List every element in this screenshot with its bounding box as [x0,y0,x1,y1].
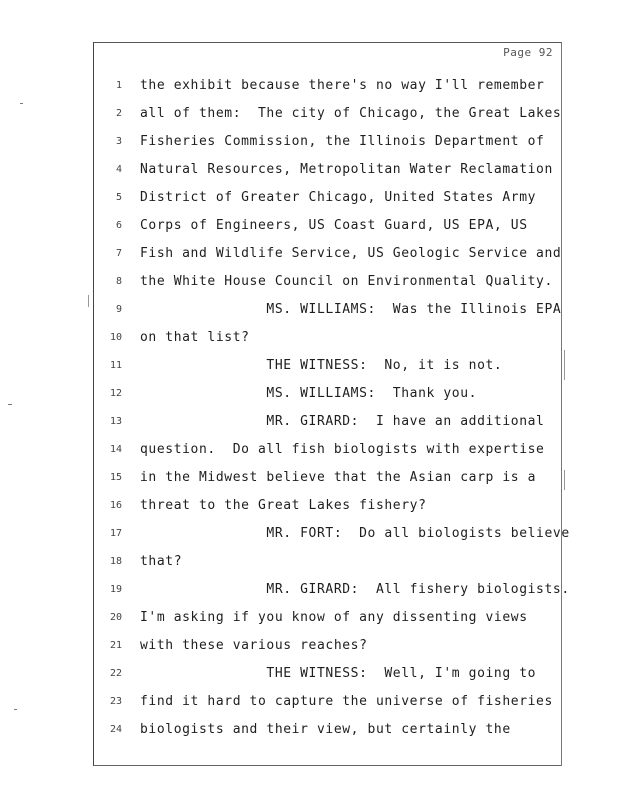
transcript-line: with these various reaches? [140,638,368,653]
transcript-line: in the Midwest believe that the Asian carp is a [140,470,537,485]
line-number: 4 [115,164,122,175]
transcript-line: MR. GIRARD: All fishery biologists. [140,582,570,597]
transcript-line: Corps of Engineers, US Coast Guard, US EPA, US [140,218,528,233]
transcript-line: the exhibit because there's no way I'll remember [140,78,545,93]
line-number: 7 [115,248,122,259]
line-number: 11 [109,360,122,371]
line-number: 21 [109,640,122,651]
scan-edge-mark [88,295,89,307]
transcript-line: MS. WILLIAMS: Was the Illinois EPA [140,302,562,317]
line-number: 6 [115,220,122,231]
line-number: 12 [109,388,122,399]
line-number: 14 [109,444,122,455]
line-number: 5 [115,192,122,203]
transcript-page [93,42,570,766]
transcript-line: THE WITNESS: No, it is not. [140,358,503,373]
transcript-line: Natural Resources, Metropolitan Water Reclamation [140,162,553,177]
scan-edge-mark [564,350,565,380]
transcript-line: MS. WILLIAMS: Thank you. [140,386,478,401]
transcript-line: that? [140,554,183,569]
line-number: 23 [109,696,122,707]
transcript-line: MR. GIRARD: I have an additional [140,414,545,429]
transcript-line: find it hard to capture the universe of fisheries [140,694,553,709]
transcript-line: all of them: The city of Chicago, the Great Lakes [140,106,562,121]
line-number: 18 [109,556,122,567]
line-number: 2 [115,108,122,119]
line-number: 17 [109,528,122,539]
transcript-line: biologists and their view, but certainly the [140,722,511,737]
transcript-line: threat to the Great Lakes fishery? [140,498,427,513]
transcript-line: District of Greater Chicago, United States Army [140,190,537,205]
transcript-line: on that list? [140,330,250,345]
scan-edge-mark [564,470,565,490]
transcript-line: the White House Council on Environmental Quality. [140,274,553,289]
scan-speck [20,103,23,104]
scan-speck [14,709,17,710]
line-number: 22 [109,668,122,679]
transcript-line: THE WITNESS: Well, I'm going to [140,666,537,681]
line-number: 13 [109,416,122,427]
transcript-line: question. Do all fish biologists with expertise [140,442,545,457]
transcript-line: MR. FORT: Do all biologists believe [140,526,570,541]
scan-speck [8,404,12,405]
line-number: 24 [109,724,122,735]
line-number: 9 [115,304,122,315]
transcript-line: Fish and Wildlife Service, US Geologic Service and [140,246,562,261]
transcript-line: Fisheries Commission, the Illinois Department of [140,134,545,149]
line-number: 1 [115,80,122,91]
line-number: 10 [109,332,122,343]
transcript-line: I'm asking if you know of any dissenting views [140,610,528,625]
line-number: 16 [109,500,122,511]
line-number: 8 [115,276,122,287]
line-number: 20 [109,612,122,623]
page-number: Page 92 [503,46,553,59]
line-number: 3 [115,136,122,147]
line-number: 15 [109,472,122,483]
line-number: 19 [109,584,122,595]
